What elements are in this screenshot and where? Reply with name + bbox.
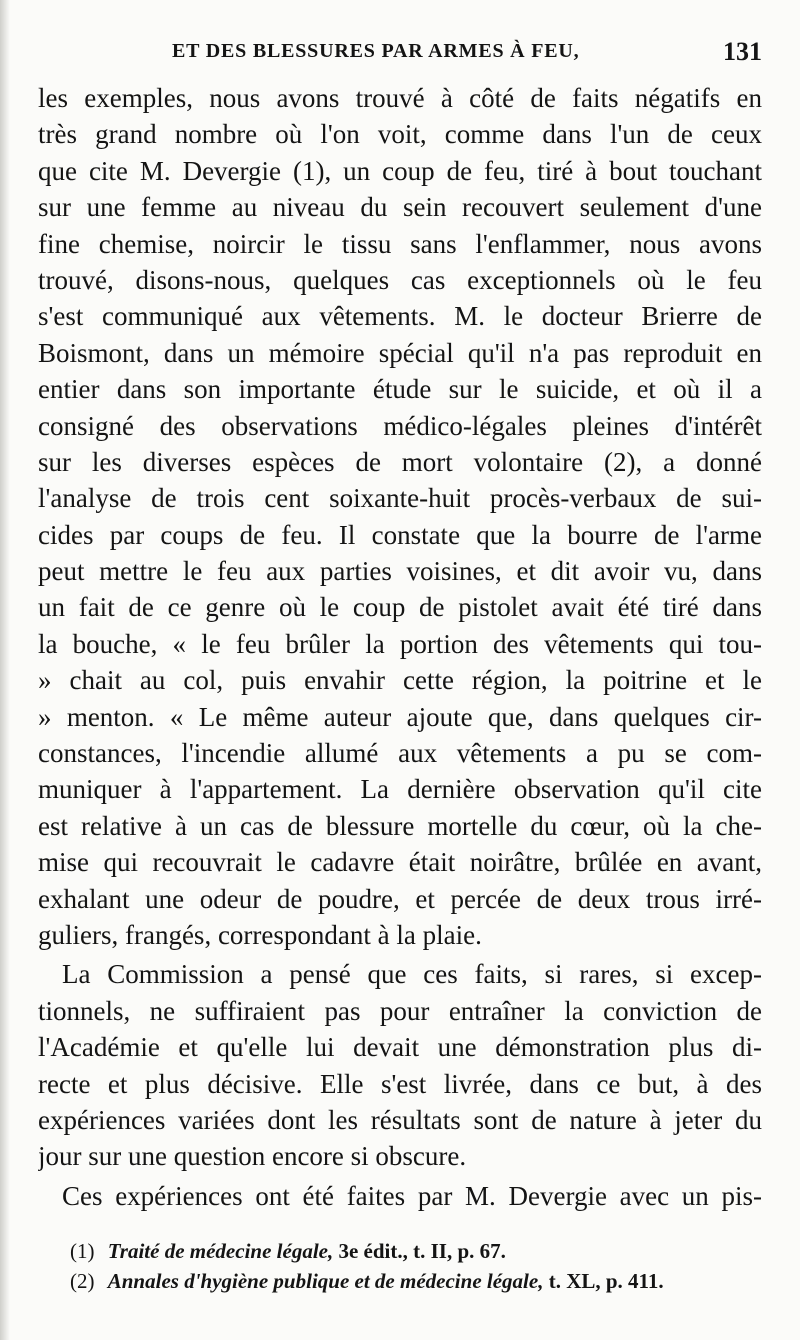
text-line: que cite M. Devergie (1), un coup de feu, tiré à bout touchant: [38, 155, 762, 186]
text-line: guliers, frangés, correspondant à la plaie.: [38, 919, 482, 950]
text-line: La Commission a pensé que ces faits, si rares, si excep-: [62, 959, 762, 990]
footnote-label: (1): [70, 1239, 95, 1263]
text-line: très grand nombre où l'on voit, comme dans l'un de ceux: [38, 119, 762, 150]
text-line: l'analyse de trois cent soixante-huit procès-verbaux de sui-: [38, 483, 762, 514]
paragraph: [38, 80, 762, 953]
text-line: entier dans son importante étude sur le suicide, et où il a: [38, 374, 762, 405]
text-line: cides par coups de feu. Il constate que la bourre de l'arme: [38, 519, 762, 550]
text-line: tionnels, ne suffiraient pas pour entraîner la conviction de: [38, 995, 762, 1026]
text-line: fine chemise, noircir le tissu sans l'enflammer, nous avons: [38, 228, 762, 259]
text-line: exhalant une odeur de poudre, et percée de deux trous irré-: [38, 883, 762, 914]
text-line: jour sur une question encore si obscure.: [38, 1141, 467, 1172]
text-line: Boismont, dans un mémoire spécial qu'il n'a pas reproduit en: [38, 337, 762, 368]
text-line: un fait de ce genre où le coup de pistolet avait été tiré dans: [38, 592, 762, 623]
running-title: ET DES BLESSURES PAR ARMES À FEU,: [172, 40, 580, 62]
text-line: est relative à un cas de blessure mortelle du cœur, où la che-: [38, 810, 762, 841]
text-line: consigné des observations médico-légales pleines d'intérêt: [38, 410, 762, 441]
text-line: muniquer à l'appartement. La dernière observation qu'il cite: [38, 774, 762, 805]
text-line: peut mettre le feu aux parties voisines, et dit avoir vu, dans: [38, 556, 762, 587]
footnote-citation: 3e édit., t. II, p. 67.: [338, 1239, 506, 1263]
text-line: recte et plus décisive. Elle s'est livrée, dans ce but, à des: [38, 1068, 762, 1099]
paragraph: [38, 956, 762, 1174]
footnote-citation: t. XL, p. 411.: [548, 1269, 664, 1293]
footnote-title: Annales d'hygiène publique et de médecine légale,: [107, 1269, 544, 1293]
running-head: [172, 37, 762, 70]
text-line: constances, l'incendie allumé aux vêtements a pu se com-: [38, 738, 762, 769]
paragraph: [38, 1178, 762, 1214]
footnote-title: Traité de médecine légale,: [107, 1239, 334, 1263]
footnote-label: (2): [70, 1269, 95, 1293]
footnote: [70, 1236, 762, 1266]
footnote: [70, 1266, 762, 1296]
text-line: Ces expériences ont été faites par M. Devergie avec un pis-: [62, 1180, 762, 1211]
footnotes: [70, 1236, 762, 1296]
text-line: l'Académie et qu'elle lui devait une démonstration plus di-: [38, 1032, 762, 1063]
page-number: 131: [723, 37, 762, 66]
body-text: [38, 80, 762, 1214]
text-line: trouvé, disons-nous, quelques cas exceptionnels où le feu: [38, 264, 762, 295]
text-line: sur les diverses espèces de mort volontaire (2), a donné: [38, 446, 762, 477]
text-line: la bouche, « le feu brûler la portion des vêtements qui tou-: [38, 628, 762, 659]
text-line: s'est communiqué aux vêtements. M. le docteur Brierre de: [38, 301, 762, 332]
text-line: » menton. « Le même auteur ajoute que, dans quelques cir-: [38, 701, 762, 732]
text-line: » chait au col, puis envahir cette région, la poitrine et le: [38, 665, 762, 696]
text-line: sur une femme au niveau du sein recouvert seulement d'une: [38, 192, 762, 223]
text-line: les exemples, nous avons trouvé à côté de faits négatifs en: [38, 83, 762, 113]
text-line: expériences variées dont les résultats sont de nature à jeter du: [38, 1104, 762, 1135]
text-line: mise qui recouvrait le cadavre était noirâtre, brûlée en avant,: [38, 847, 762, 878]
